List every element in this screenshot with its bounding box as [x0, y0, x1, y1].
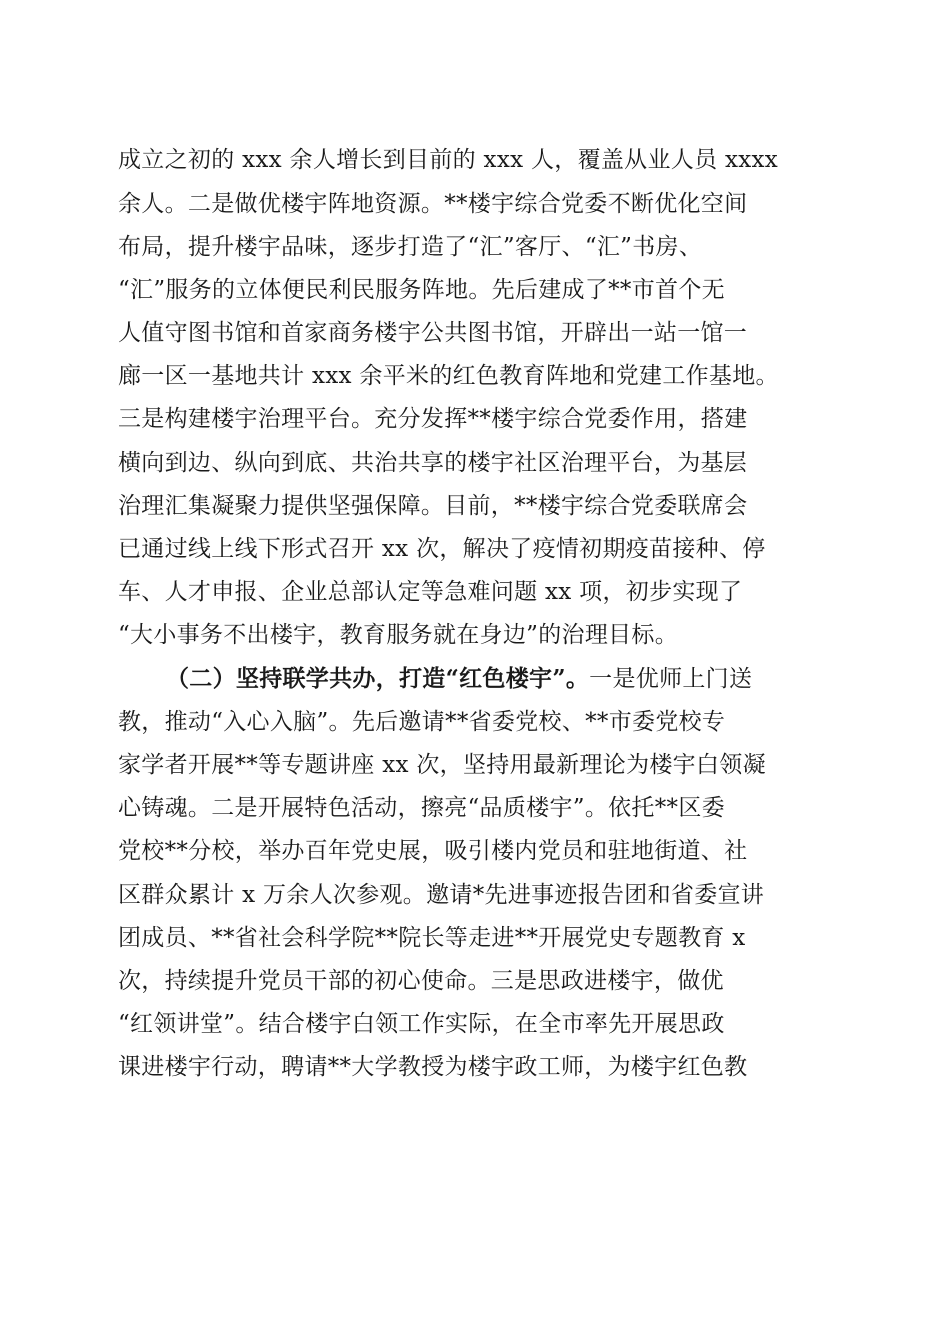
paragraph-line: “大小事务不出楼宇，教育服务就在身边”的治理目标。	[118, 622, 679, 648]
paragraph-line: 余人。二是做优楼宇阵地资源。**楼宇综合党委不断优化空间	[118, 191, 748, 217]
paragraph-line: 三是构建楼宇治理平台。充分发挥**楼宇综合党委作用，搭建	[118, 406, 748, 432]
paragraph-line: 人值守图书馆和首家商务楼宇公共图书馆，开辟出一站一馆一	[118, 320, 748, 346]
paragraph-line: 已通过线上线下形式召开 xx 次，解决了疫情初期疫苗接种、停	[118, 536, 766, 562]
paragraph-line: 横向到边、纵向到底、共治共享的楼宇社区治理平台，为基层	[118, 450, 748, 476]
paragraph-line: 教，推动“入心入脑”。先后邀请**省委党校、**市委党校专	[118, 709, 726, 735]
paragraph-line: 心铸魂。二是开展特色活动，擦亮“品质楼宇”。依托**区委	[118, 795, 725, 821]
paragraph-line: 廊一区一基地共计 xxx 余平米的红色教育阵地和党建工作基地。	[118, 363, 779, 389]
paragraph-line: 车、人才申报、企业总部认定等急难问题 xx 项，初步实现了	[118, 579, 743, 605]
paragraph-line: 成立之初的 xxx 余人增长到目前的 xxx 人，覆盖从业人员 xxxx	[118, 147, 779, 173]
paragraph-line: “汇”服务的立体便民利民服务阵地。先后建成了**市首个无	[118, 277, 725, 303]
paragraph-line: 党校**分校，举办百年党史展，吸引楼内党员和驻地街道、社	[118, 838, 748, 864]
paragraph-line: 治理汇集凝聚力提供坚强保障。目前，**楼宇综合党委联席会	[118, 493, 748, 519]
paragraph-line: 布局，提升楼宇品味，逐步打造了“汇”客厅、“汇”书房、	[118, 234, 703, 260]
paragraph-line: 家学者开展**等专题讲座 xx 次，坚持用最新理论为楼宇白领凝	[118, 752, 766, 778]
paragraph-line: “红领讲堂”。结合楼宇白领工作实际，在全市率先开展思政	[118, 1011, 725, 1037]
paragraph-line: 区群众累计 x 万余人次参观。邀请*先进事迹报告团和省委宣讲	[118, 882, 765, 908]
section-first-line	[166, 661, 838, 697]
section-heading: （二）坚持联学共办，打造“红色楼宇”。	[166, 665, 590, 692]
section-first-line-rest: 一是优师上门送	[589, 666, 753, 692]
paragraph-line: 团成员、**省社会科学院**院长等走进**开展党史专题教育 x	[118, 925, 746, 951]
paragraph-line: 课进楼宇行动，聘请**大学教授为楼宇政工师，为楼宇红色教	[118, 1054, 748, 1080]
paragraph-line: 次，持续提升党员干部的初心使命。三是思政进楼宇，做优	[118, 968, 724, 994]
